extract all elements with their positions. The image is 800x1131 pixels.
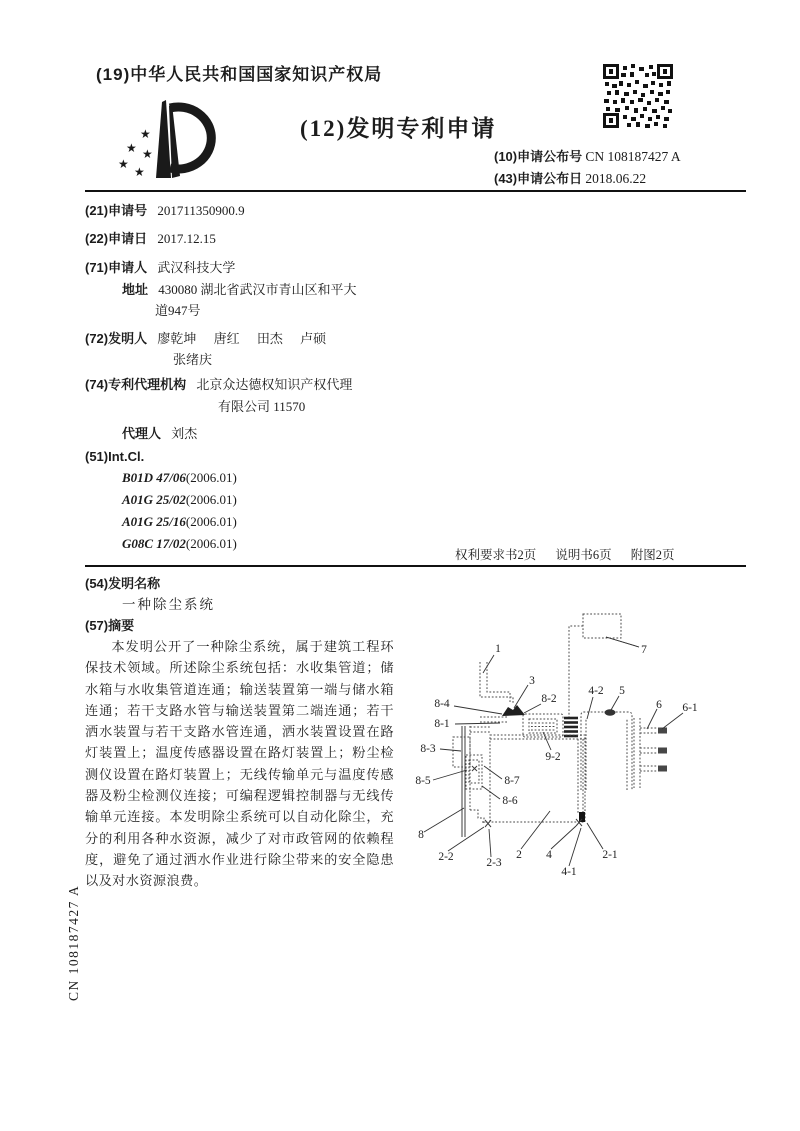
inventor-name: 田杰: [256, 331, 283, 346]
publication-number-label: (10)申请公布号: [494, 149, 583, 164]
figure-label: 8-4: [434, 698, 450, 710]
outlet-block-2-1: [579, 812, 585, 822]
agency-row: [85, 374, 352, 393]
svg-text:★: ★: [118, 157, 129, 171]
agent-value: 刘杰: [171, 426, 198, 441]
intcl-entry: [122, 470, 237, 486]
application-number-row: [85, 200, 245, 219]
figure-label: 8: [418, 829, 424, 841]
abstract-label: (57)摘要: [85, 618, 135, 633]
figure-label: 2: [516, 849, 522, 861]
logo-spire-left: [156, 100, 171, 178]
figure-label: 5: [619, 685, 625, 697]
figure-label: 8-6: [502, 795, 518, 807]
intcl-label: (51)Int.Cl.: [85, 449, 145, 464]
intcl-entry: [122, 514, 237, 530]
figure-label: 8-5: [415, 775, 431, 787]
application-number-value: 201711350900.9: [157, 203, 245, 218]
address-row2: [155, 300, 201, 319]
figure-label: 7: [641, 644, 647, 656]
bottom-junction: [551, 637, 639, 866]
sensor-coil: [564, 718, 578, 736]
valve-5: [605, 709, 616, 715]
sensor-mark-8-7: [472, 766, 477, 771]
pipe-plug-6-1: [658, 766, 667, 772]
svg-text:★: ★: [142, 147, 153, 161]
intcl-date: (2006.01): [185, 514, 237, 529]
intcl-entry: [122, 536, 237, 552]
inventors-row2: [173, 349, 212, 368]
intcl-code: B01D 47/06: [122, 470, 186, 485]
filing-date-label: (22)申请日: [85, 231, 148, 246]
figure-label: 8-2: [541, 693, 557, 705]
svg-text:★: ★: [140, 127, 151, 141]
agency-line2: 有限公司 11570: [218, 399, 306, 414]
pages-info: [455, 545, 691, 563]
controller-box-7: [569, 614, 639, 717]
figure-label: 4: [546, 849, 552, 861]
inventor-name: 廖乾坤: [157, 331, 197, 346]
spray-device-3: [454, 685, 541, 724]
figure-label: 2-2: [438, 851, 454, 863]
patent-office-name: (19)中华人民共和国国家知识产权局: [96, 65, 383, 84]
publication-date-value: 2018.06.22: [585, 171, 647, 186]
figure-label: 4-1: [561, 866, 577, 878]
svg-text:★: ★: [126, 141, 137, 155]
publication-date-label: (43)申请公布日: [494, 171, 583, 186]
intcl-entry: [122, 492, 237, 508]
publication-number-row: [494, 146, 681, 165]
publication-date-row: [494, 168, 646, 187]
filing-date-value: 2017.12.15: [157, 231, 216, 246]
document-type-title: (12)发明专利申请: [300, 116, 497, 141]
address-label: 地址: [122, 282, 149, 297]
description-pages: 说明书6页: [555, 548, 612, 562]
address-row: [122, 279, 357, 298]
agency-row2: [218, 396, 305, 415]
address-line1: 430080 湖北省武汉市青山区和平大: [158, 282, 357, 297]
figure-label: 8-3: [420, 743, 436, 755]
figure-label: 3: [529, 675, 535, 687]
svg-text:★: ★: [134, 165, 145, 179]
drawings-pages: 附图2页: [630, 548, 675, 562]
inventors-list: [157, 331, 340, 346]
qr-code: [603, 64, 673, 128]
agent-label: 代理人: [122, 426, 162, 441]
figure-label: 8-7: [504, 775, 520, 787]
figure-label: 6-1: [682, 702, 698, 714]
applicant-value: 武汉科技大学: [157, 260, 236, 275]
agency-line1: 北京众达德权知识产权代理: [196, 377, 353, 392]
filing-date-row: [85, 228, 216, 247]
invention-title: 一种除尘系统: [122, 597, 215, 612]
figure-label: 2-3: [486, 857, 502, 869]
inventor-name: 唐红: [213, 331, 240, 346]
exchanger-9-2: [523, 714, 563, 750]
figure-label: 8-1: [434, 718, 450, 730]
figure-labels: [415, 643, 698, 878]
figure-label: 1: [495, 643, 501, 655]
agent-row: [122, 423, 197, 442]
inventor-name: 张绪庆: [173, 352, 213, 367]
inventors-row: [85, 328, 340, 347]
inventor-name: 卢硕: [300, 331, 327, 346]
section-divider: [85, 565, 746, 567]
publication-number-value: CN 108187427 A: [585, 149, 681, 164]
intcl-date: (2006.01): [185, 492, 237, 507]
agency-label: (74)专利代理机构: [85, 377, 187, 392]
joint-mark-2-3: [485, 820, 491, 827]
intcl-row: [85, 449, 144, 465]
cnipa-logo-icon: [116, 96, 232, 182]
figure-label: 4-2: [588, 685, 604, 697]
applicant-row: [85, 257, 235, 276]
abstract-text: 本发明公开了一种除尘系统，属于建筑工程环保技术领域。所述除尘系统包括：水收集管道；储水箱与水收集管道连通；输送装置第一端与储水箱连通；若干支路水管与输送装置第二端连通；若干洒水装置与若干支路水管连通，洒水装置设置在路灯装置上；温度传感器设置在路灯装置上；粉尘检测仪设置在路灯装置上；无线传输单元与温度传感器及粉尘检测仪连接；可编程逻辑控制器与无线传输单元连接。本发明除尘系统可以自动化除尘，充分的利用各种水资源，减少了对市政管网的依赖程度，避免了通过洒水作业进行除尘带来的安全隐患以及对水资源浪费。: [85, 639, 394, 889]
intcl-code: G08C 17/02: [122, 536, 186, 551]
intcl-date: (2006.01): [185, 470, 237, 485]
patent-figure: [400, 600, 760, 900]
header-divider: [85, 190, 746, 192]
invention-title-label: (54)发明名称: [85, 576, 161, 591]
logo-stars: [118, 127, 153, 179]
intcl-date: (2006.01): [185, 536, 237, 551]
applicant-label: (71)申请人: [85, 260, 148, 275]
intcl-code: A01G 25/02: [122, 492, 186, 507]
pipe-plug-6-1: [658, 748, 667, 754]
claims-pages: 权利要求书2页: [455, 548, 537, 562]
figure-label: 2-1: [602, 849, 618, 861]
figure-label: 9-2: [545, 751, 561, 763]
delivery-tower-4-2: [581, 696, 632, 790]
inventors-label: (72)发明人: [85, 331, 148, 346]
application-number-label: (21)申请号: [85, 203, 148, 218]
branch-pipes-6: [634, 709, 683, 788]
vertical-publication-number: CN 108187427 A: [66, 884, 81, 1001]
intcl-code: A01G 25/16: [122, 514, 186, 529]
water-collection-pipe-1: [480, 655, 513, 704]
address-line2: 道947号: [155, 303, 201, 318]
figure-label: 6: [656, 699, 662, 711]
